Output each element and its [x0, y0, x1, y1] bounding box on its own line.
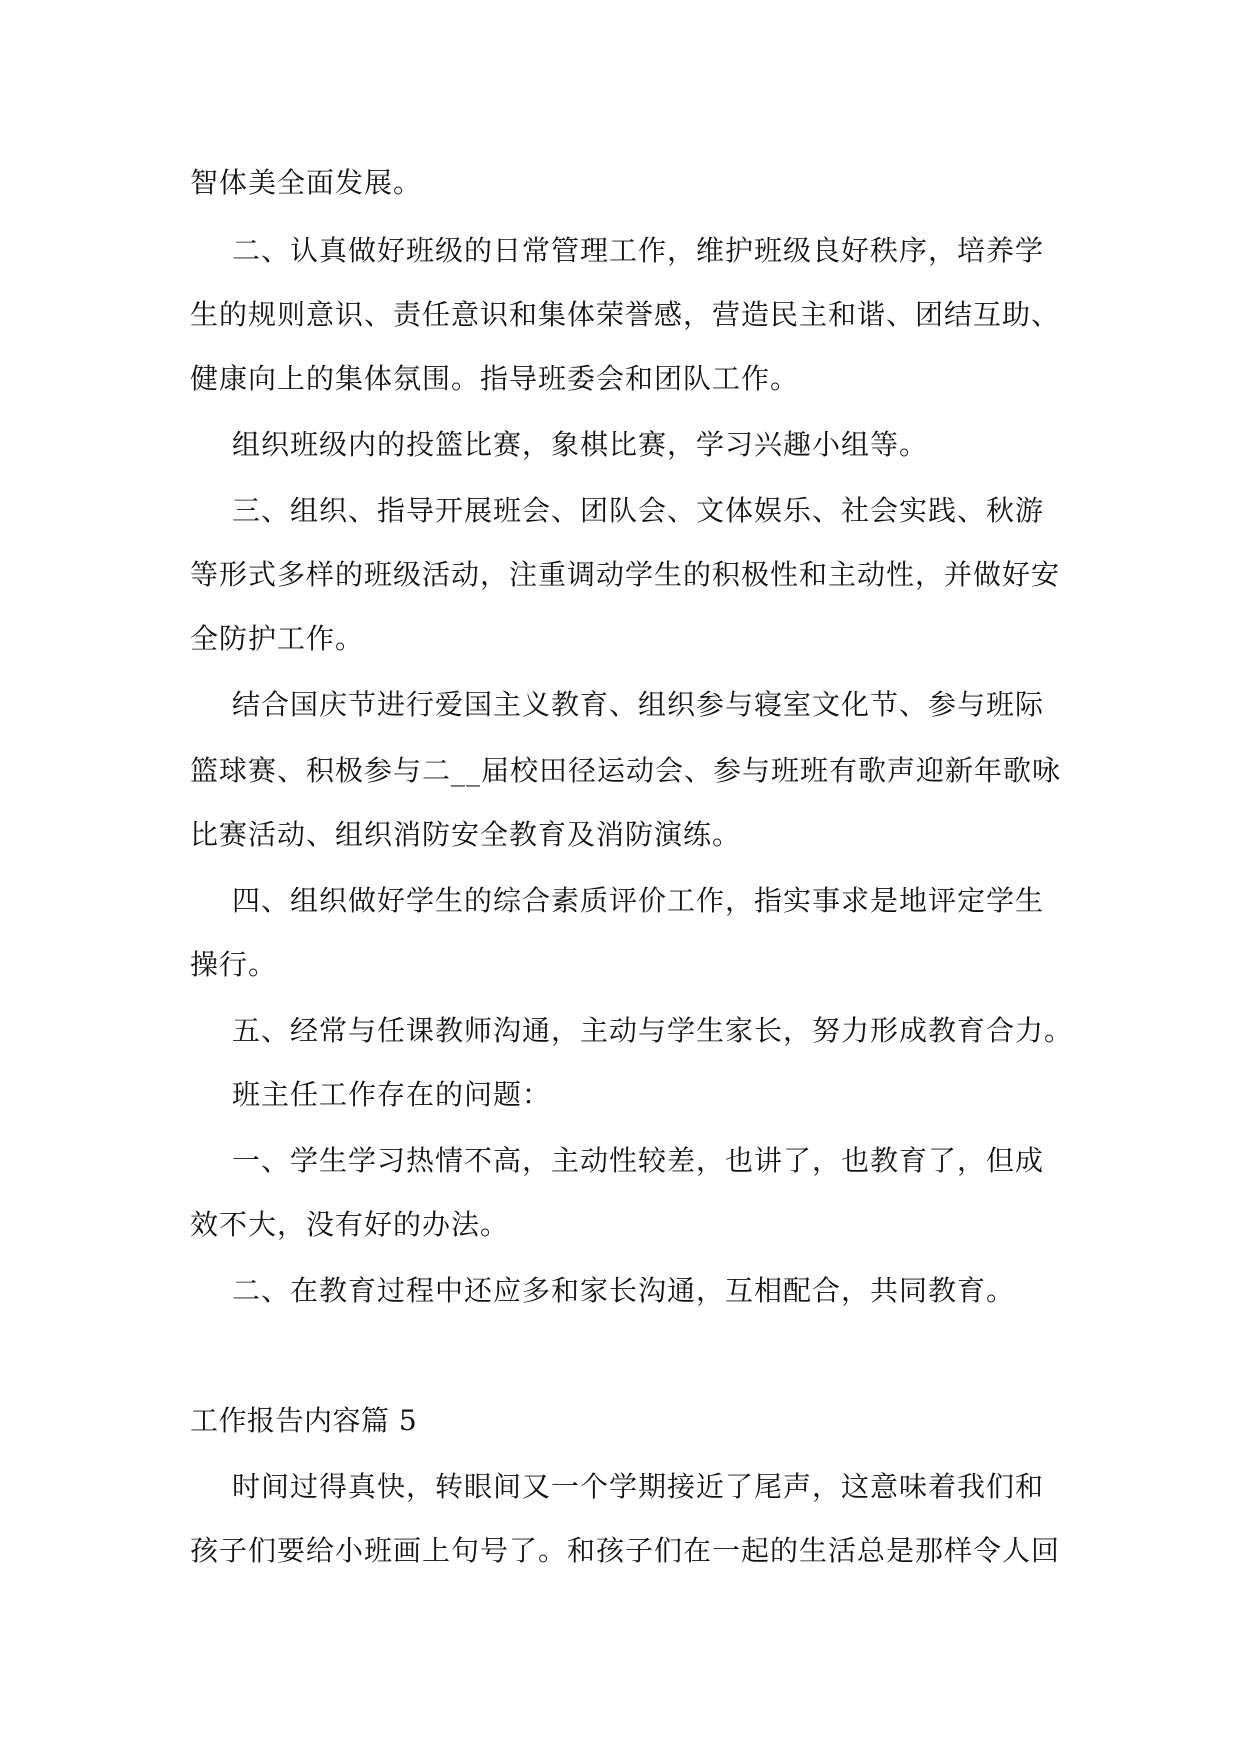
text-line: 结合国庆节进行爱国主义教育、组织参与寝室文化节、参与班际: [232, 688, 1045, 721]
section-heading: 工作报告内容篇 5: [190, 1404, 418, 1437]
text-line: 全防护工作。: [190, 622, 365, 655]
text-line: 孩子们要给小班画上句号了。和孩子们在一起的生活总是那样令人回: [190, 1534, 1061, 1567]
text-line: 四、组织做好学生的综合素质评价工作，指实事求是地评定学生: [232, 884, 1045, 917]
text-line: 时间过得真快，转眼间又一个学期接近了尾声，这意味着我们和: [232, 1470, 1045, 1503]
text-line: 等形式多样的班级活动，注重调动学生的积极性和主动性，并做好安: [190, 558, 1061, 591]
text-line: 一、学生学习热情不高，主动性较差，也讲了，也教育了，但成: [232, 1144, 1045, 1177]
text-line: 班主任工作存在的问题：: [232, 1078, 552, 1111]
text-line: 篮球赛、积极参与二__届校田径运动会、参与班班有歌声迎新年歌咏: [190, 754, 1062, 787]
text-line: 五、经常与任课教师沟通，主动与学生家长，努力形成教育合力。: [232, 1014, 1074, 1047]
text-line: 操行。: [190, 948, 278, 981]
text-line: 生的规则意识、责任意识和集体荣誉感，营造民主和谐、团结互助、: [190, 298, 1061, 331]
text-line: 三、组织、指导开展班会、团队会、文体娱乐、社会实践、秋游: [232, 494, 1045, 527]
text-line: 智体美全面发展。: [190, 166, 423, 199]
text-line: 效不大，没有好的办法。: [190, 1208, 510, 1241]
text-line: 健康向上的集体氛围。指导班委会和团队工作。: [190, 362, 800, 395]
text-line: 比赛活动、组织消防安全教育及消防演练。: [190, 818, 742, 851]
text-line: 二、在教育过程中还应多和家长沟通，互相配合，共同教育。: [232, 1274, 1016, 1307]
text-line: 组织班级内的投篮比赛，象棋比赛，学习兴趣小组等。: [232, 428, 929, 461]
text-line: 二、认真做好班级的日常管理工作，维护班级良好秩序，培养学: [232, 234, 1045, 267]
